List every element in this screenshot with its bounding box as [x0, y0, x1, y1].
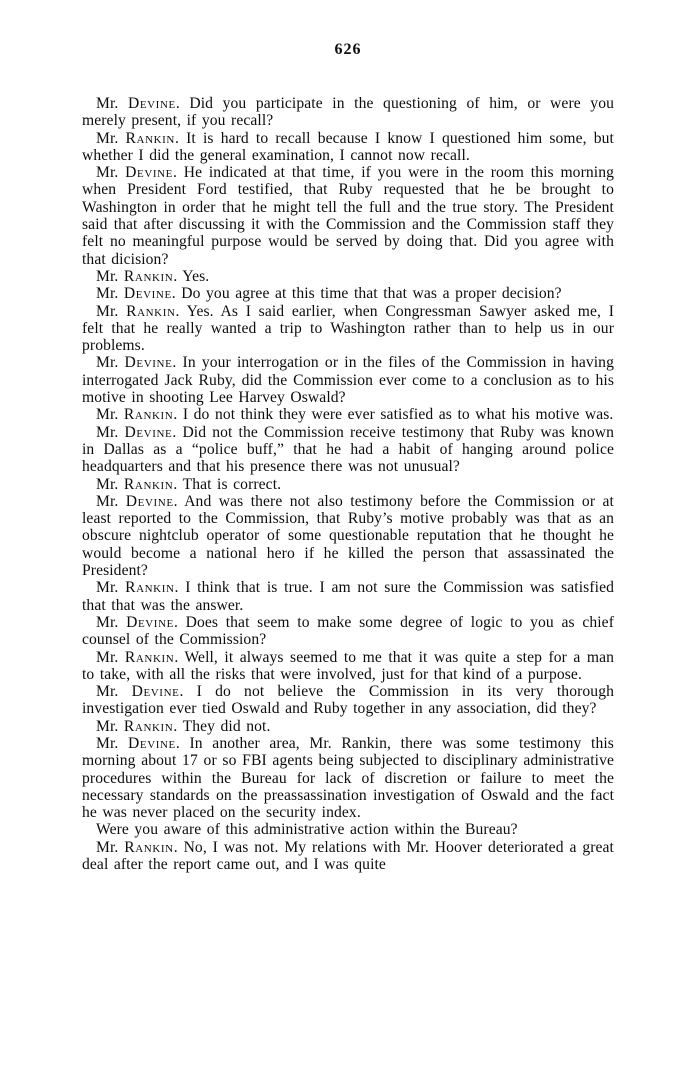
transcript-paragraph: Mr. Rankin. I think that is true. I am not sure the Commission was satisfied that that was the answer.: [82, 579, 614, 614]
speaker-name: Mr. Rankin: [96, 648, 175, 666]
speaker-name: Mr. Rankin: [96, 406, 174, 424]
transcript-paragraph: Mr. Devine. He indicated at that time, if you were in the room this morning when President Ford testified, that Ruby requested that he be brought to Washington in order that he might tell the full and the true story. The President said that after discussing it with the Commission and the Commission staff they felt no meaningful purpose would be served by doing that. Did you agree with that dicision?: [82, 164, 614, 268]
speaker-name: Mr. Rankin: [96, 267, 174, 285]
transcript-paragraph: Mr. Devine. I do not believe the Commission in its very thorough investigation ever tied Oswald and Ruby together in any association, did they?: [82, 683, 614, 718]
transcript-paragraph: Mr. Rankin. Yes.: [96, 267, 210, 285]
transcript-paragraph: Mr. Rankin. I do not think they were ever satisfied as to what his motive was.: [96, 406, 614, 424]
transcript-paragraph: Mr. Rankin. Yes. As I said earlier, when Congressman Sawyer asked me, I felt that he really wanted a trip to Washington rather than to help us in our problems.: [82, 302, 614, 355]
transcript-paragraph: Mr. Devine. In another area, Mr. Rankin, there was some testimony this morning about 17 or so FBI agents being subjected to disciplinary administrative procedures within the Bureau for lack of discretion or failure to meet the necessary standards on the preassassination investigation of Oswald and the fact he was never placed on the security index.: [82, 734, 614, 822]
speaker-name: Mr. Devine: [96, 613, 174, 631]
speaker-name: Mr. Rankin: [96, 579, 175, 597]
transcript-paragraph: Mr. Rankin. That is correct.: [96, 475, 282, 493]
transcript-body: [82, 95, 614, 873]
speaker-name: Mr. Rankin: [96, 302, 176, 320]
transcript-paragraph: Mr. Rankin. Well, it always seemed to me that it was quite a step for a man to take, with all the risks that were involved, just for that kind of a purpose.: [82, 648, 615, 683]
speaker-name: Mr. Devine: [96, 492, 174, 510]
speaker-name: Mr. Rankin: [96, 129, 175, 147]
transcript-paragraph: Mr. Devine. Do you agree at this time that that was a proper decision?: [96, 285, 562, 303]
transcript-paragraph: Mr. Rankin. No, I was not. My relations with Mr. Hoover deteriorated a great deal after the report came out, and I was quite: [82, 838, 614, 874]
speaker-name: Mr. Devine: [96, 734, 176, 752]
page-number: 626: [334, 41, 362, 58]
transcript-paragraph: Mr. Devine. Did not the Commission receive testimony that Ruby was known in Dallas as a “police buff,” that he had a habit of hanging around police headquarters and that his presence there was not unusual?: [82, 423, 614, 476]
transcript-paragraph: Mr. Rankin. It is hard to recall because I know I questioned him some, but whether I did the general examination, I cannot now recall.: [82, 129, 614, 164]
speaker-name: Mr. Devine: [96, 164, 173, 182]
transcript-paragraph: Mr. Devine. In your interrogation or in the files of the Commission in having interrogated Jack Ruby, did the Commission ever come to a conclusion as to his motive in shooting Lee Harvey Oswald?: [82, 354, 614, 407]
transcript-paragraph: Mr. Devine. Did you participate in the questioning of him, or were you merely present, if you recall?: [82, 95, 614, 130]
speaker-name: Mr. Devine: [96, 423, 173, 441]
speaker-name: Mr. Rankin: [96, 475, 174, 493]
transcript-paragraph: Mr. Devine. Does that seem to make some degree of logic to you as chief counsel of the Commission?: [82, 613, 614, 649]
speaker-name: Mr. Rankin: [96, 717, 174, 735]
speaker-name: Mr. Devine: [96, 683, 180, 701]
speaker-name: Mr. Devine: [96, 95, 176, 112]
speaker-name: Mr. Rankin: [96, 838, 174, 856]
transcript-paragraph: Mr. Rankin. They did not.: [96, 717, 271, 735]
speaker-name: Mr. Devine: [96, 285, 172, 303]
transcript-paragraph: Mr. Devine. And was there not also testimony before the Commission or at least reported to the Commission, that Ruby’s motive probably was that as an obscure nightclub operator of some questionable reputation that he thought he would become a national hero if he killed the person that assassinated the President?: [82, 492, 614, 580]
speaker-name: Mr. Devine: [96, 354, 173, 372]
transcript-paragraph: Were you aware of this administrative action within the Bureau?: [96, 821, 518, 839]
